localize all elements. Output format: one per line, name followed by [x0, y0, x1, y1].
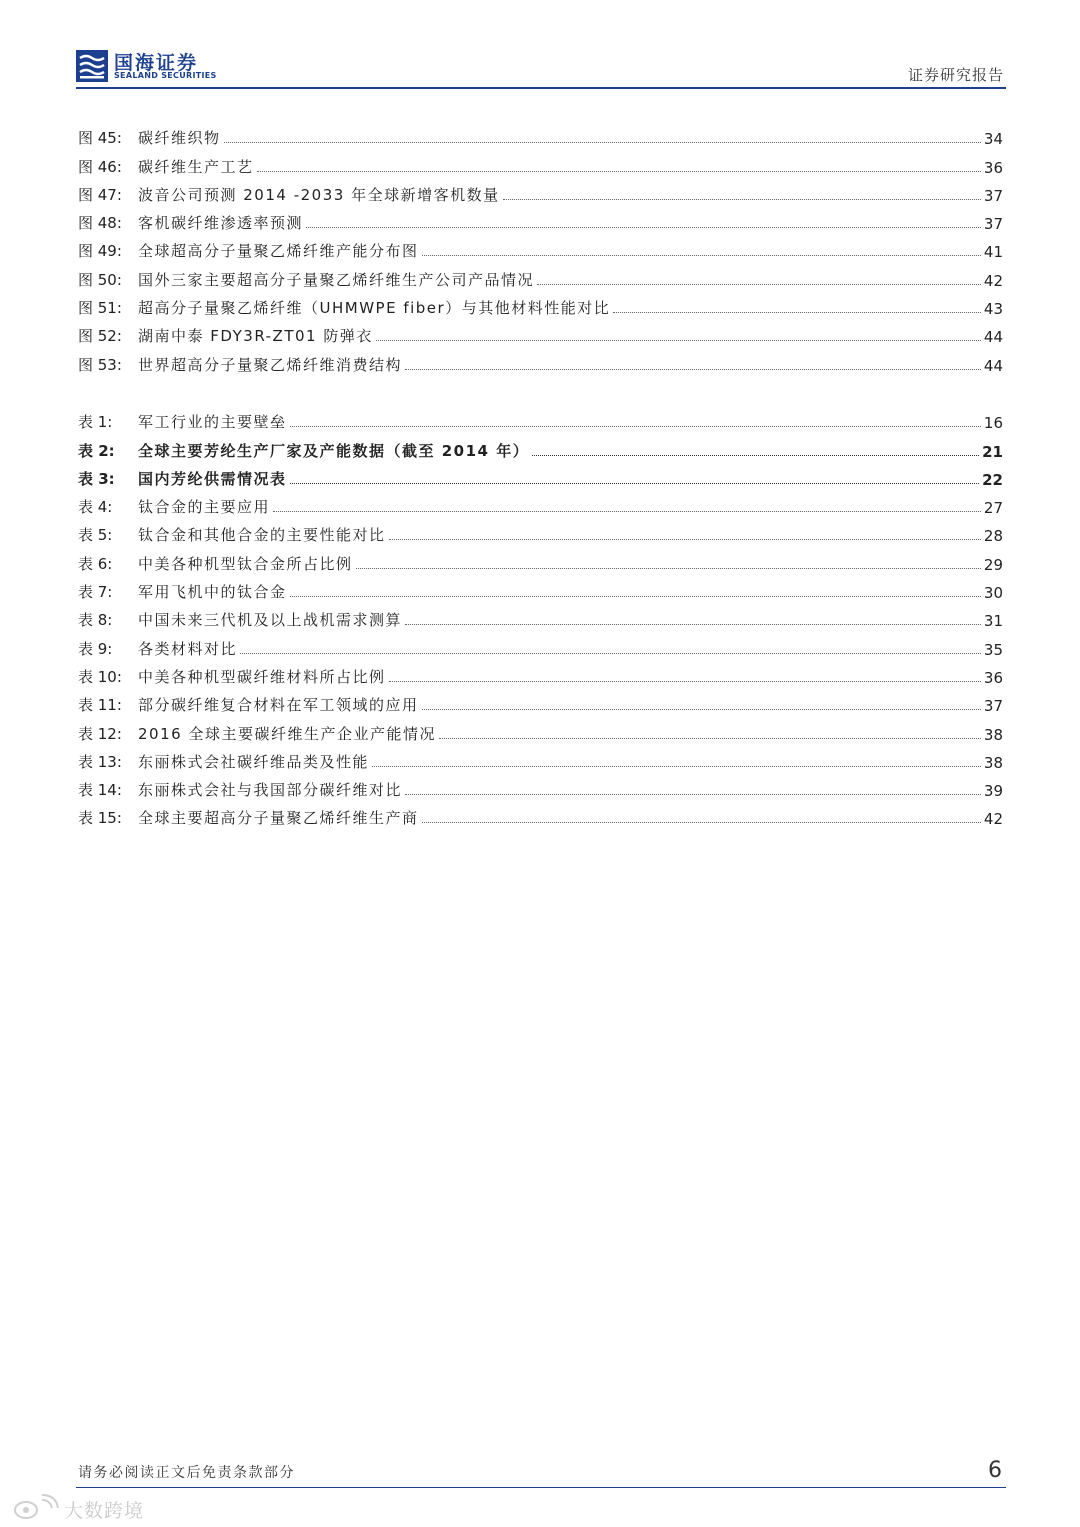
- toc-leader-dots: [405, 794, 981, 795]
- toc-leader-dots: [422, 709, 981, 710]
- toc-leader-dots: [290, 483, 980, 484]
- toc-leader-dots: [306, 227, 981, 228]
- toc-entry-page: 42: [983, 810, 1003, 829]
- toc-leader-dots: [389, 539, 981, 540]
- toc-entry-label: 表 3:: [78, 469, 115, 488]
- toc-entry-title: 客机碳纤维渗透率预测: [138, 214, 304, 233]
- toc-entry-title: 中美各种机型钛合金所占比例: [138, 554, 353, 573]
- toc-leader-dots: [257, 171, 981, 172]
- toc-entry-title: 各类材料对比: [138, 639, 238, 658]
- toc-entry[interactable]: [78, 461, 1003, 489]
- toc-entry[interactable]: [78, 489, 1003, 517]
- toc-entry-title: 中国未来三代机及以上战机需求测算: [138, 611, 403, 630]
- toc-entry-label: 表 8:: [78, 611, 113, 630]
- footer-divider: [76, 1487, 1006, 1488]
- toc-leader-dots: [356, 568, 981, 569]
- toc-entry-page: 21: [982, 442, 1003, 461]
- toc-entry-page: 34: [983, 130, 1003, 149]
- toc-entry-page: 41: [983, 243, 1003, 262]
- toc-entry-title: 东丽株式会社碳纤维品类及性能: [138, 752, 370, 771]
- toc-entry[interactable]: [78, 346, 1003, 374]
- toc-entry-label: 表 14:: [78, 781, 122, 800]
- toc-entry-page: 29: [983, 555, 1003, 574]
- toc-entry-title: 钛合金和其他合金的主要性能对比: [138, 526, 386, 545]
- toc-entry-title: 国外三家主要超高分子量聚乙烯纤维生产公司产品情况: [138, 270, 535, 289]
- toc-entry-page: 37: [983, 697, 1003, 716]
- toc-entry-label: 图 45:: [78, 129, 122, 148]
- toc-entry-label: 表 2:: [78, 441, 115, 460]
- toc-entry-title: 中美各种机型碳纤维材料所占比例: [138, 667, 386, 686]
- toc-leader-dots: [273, 511, 981, 512]
- toc-entry-label: 图 52:: [78, 327, 122, 346]
- toc-entry-title: 碳纤维生产工艺: [138, 157, 254, 176]
- toc-leader-dots: [389, 681, 981, 682]
- toc-entry-title: 军用飞机中的钛合金: [138, 583, 287, 602]
- toc-entry-label: 表 9:: [78, 639, 113, 658]
- toc-entry-title: 钛合金的主要应用: [138, 498, 271, 517]
- toc-entry[interactable]: [78, 772, 1003, 800]
- toc-entry-title: 碳纤维织物: [138, 129, 221, 148]
- toc-entry-label: 图 48:: [78, 214, 122, 233]
- toc-leader-dots: [537, 284, 981, 285]
- toc-entry[interactable]: [78, 574, 1003, 602]
- toc-entry-label: 表 15:: [78, 809, 122, 828]
- toc-entry-label: 图 47:: [78, 185, 122, 204]
- toc-entry-label: 图 51:: [78, 299, 122, 318]
- toc-entry-label: 图 49:: [78, 242, 122, 261]
- toc-entry[interactable]: [78, 404, 1003, 432]
- toc-entry[interactable]: [78, 602, 1003, 630]
- sealand-logo-icon: [76, 50, 108, 82]
- toc-entry-title: 世界超高分子量聚乙烯纤维消费结构: [138, 355, 403, 374]
- page-number: 6: [988, 1458, 1002, 1483]
- toc-entry-label: 表 7:: [78, 583, 113, 602]
- toc-leader-dots: [372, 766, 981, 767]
- toc-entry-page: 35: [983, 640, 1003, 659]
- toc-entry-page: 36: [983, 668, 1003, 687]
- company-logo: [76, 48, 236, 84]
- toc-entry[interactable]: [78, 148, 1003, 176]
- toc-entry-label: 表 12:: [78, 724, 122, 743]
- toc-entry-title: 波音公司预测 2014 -2033 年全球新增客机数量: [138, 185, 500, 204]
- logo-english-name: SEALAND SECURITIES: [114, 71, 217, 80]
- toc-entry[interactable]: [78, 205, 1003, 233]
- toc-entry[interactable]: [78, 800, 1003, 828]
- toc-entry-page: 22: [982, 470, 1003, 489]
- toc-entry[interactable]: [78, 290, 1003, 318]
- toc-entry-label: 图 53:: [78, 355, 122, 374]
- toc-entry-page: 36: [983, 158, 1003, 177]
- toc-entry[interactable]: [78, 744, 1003, 772]
- toc-entry-title: 全球超高分子量聚乙烯纤维产能分布图: [138, 242, 419, 261]
- toc-entry-title: 全球主要芳纶生产厂家及产能数据（截至 2014 年）: [138, 441, 530, 460]
- toc-entry-page: 38: [983, 725, 1003, 744]
- report-type-label: 证券研究报告: [907, 66, 1004, 84]
- weibo-watermark-icon: [12, 1494, 60, 1522]
- toc-leader-dots: [613, 312, 981, 313]
- toc-leader-dots: [224, 142, 981, 143]
- toc-entry[interactable]: [78, 432, 1003, 460]
- toc-leader-dots: [532, 455, 979, 456]
- toc-entry-title: 军工行业的主要壁垒: [138, 413, 287, 432]
- toc-entry-page: 16: [983, 414, 1003, 433]
- toc-entry[interactable]: [78, 233, 1003, 261]
- figure-list: [78, 120, 1003, 375]
- disclaimer-note: 请务必阅读正文后免责条款部分: [78, 1465, 295, 1481]
- toc-entry-page: 44: [983, 328, 1003, 347]
- toc-entry-title: 全球主要超高分子量聚乙烯纤维生产商: [138, 809, 419, 828]
- header-divider: [76, 87, 1006, 89]
- toc-leader-dots: [290, 426, 981, 427]
- toc-leader-dots: [439, 738, 981, 739]
- toc-entry[interactable]: [78, 318, 1003, 346]
- toc-entry-label: 表 5:: [78, 526, 113, 545]
- toc-entry-label: 表 11:: [78, 696, 122, 715]
- toc-entry[interactable]: [78, 630, 1003, 658]
- toc-leader-dots: [422, 822, 981, 823]
- toc-leader-dots: [405, 624, 981, 625]
- toc-entry-page: 28: [983, 527, 1003, 546]
- toc-entry-page: 39: [983, 782, 1003, 801]
- toc-entry-title: 东丽株式会社与我国部分碳纤维对比: [138, 781, 403, 800]
- toc-entry-label: 图 50:: [78, 270, 122, 289]
- toc-leader-dots: [503, 199, 981, 200]
- toc-entry-label: 表 4:: [78, 498, 113, 517]
- toc-entry-page: 30: [983, 584, 1003, 603]
- toc-entry-page: 31: [983, 612, 1003, 631]
- toc-entry-title: 部分碳纤维复合材料在军工领域的应用: [138, 696, 419, 715]
- toc-entry-page: 44: [983, 356, 1003, 375]
- toc-entry-page: 43: [983, 300, 1003, 319]
- toc-entry[interactable]: [78, 177, 1003, 205]
- toc-entry-label: 表 6:: [78, 554, 113, 573]
- toc-entry-page: 38: [983, 753, 1003, 772]
- toc-entry[interactable]: [78, 120, 1003, 148]
- watermark: [12, 1494, 152, 1522]
- toc-entry-page: 42: [983, 271, 1003, 290]
- toc-entry-label: 表 10:: [78, 667, 122, 686]
- toc-leader-dots: [422, 255, 981, 256]
- page-header: [76, 44, 1006, 88]
- toc-entry-label: 表 1:: [78, 413, 113, 432]
- toc-entry[interactable]: [78, 517, 1003, 545]
- toc-entry[interactable]: [78, 261, 1003, 289]
- toc-entry-title: 超高分子量聚乙烯纤维（UHMWPE fiber）与其他材料性能对比: [138, 299, 611, 318]
- logo-chinese-name: 国海证券: [114, 52, 199, 74]
- toc-entry-label: 表 13:: [78, 752, 122, 771]
- toc-entry-page: 37: [983, 186, 1003, 205]
- toc-leader-dots: [290, 596, 981, 597]
- toc-leader-dots: [376, 340, 981, 341]
- table-list: [78, 404, 1003, 828]
- toc-entry[interactable]: [78, 545, 1003, 573]
- toc-entry[interactable]: [78, 715, 1003, 743]
- toc-entry[interactable]: [78, 659, 1003, 687]
- toc-leader-dots: [240, 653, 981, 654]
- toc-entry-title: 国内芳纶供需情况表: [138, 469, 287, 488]
- watermark-text: 大数跨境: [64, 1500, 145, 1522]
- toc-leader-dots: [405, 369, 981, 370]
- toc-entry-page: 37: [983, 215, 1003, 234]
- toc-entry-title: 湖南中泰 FDY3R-ZT01 防弹衣: [138, 327, 373, 346]
- toc-entry-title: 2016 全球主要碳纤维生产企业产能情况: [138, 724, 436, 743]
- toc-entry-label: 图 46:: [78, 157, 122, 176]
- toc-entry[interactable]: [78, 687, 1003, 715]
- toc-entry-page: 27: [983, 499, 1003, 518]
